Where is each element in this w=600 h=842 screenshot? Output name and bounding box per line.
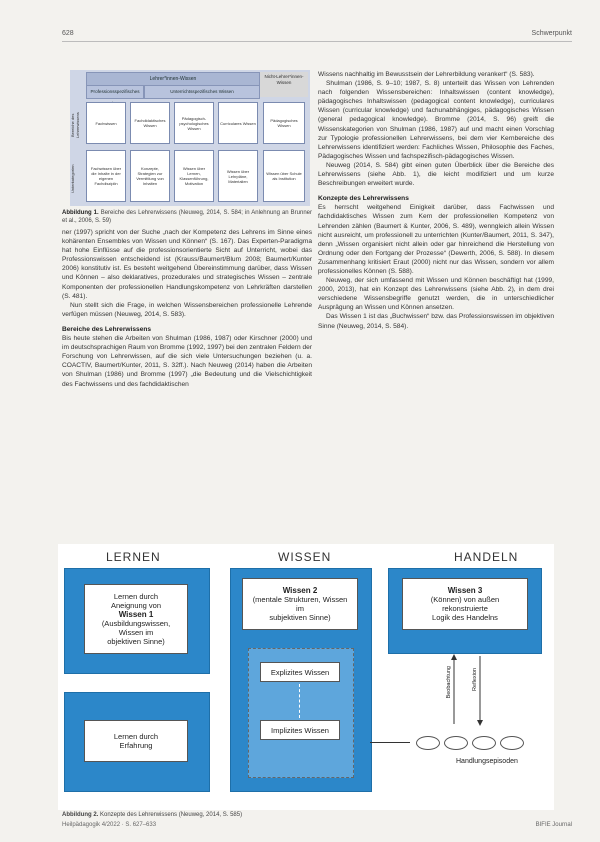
footer-right: BIFIE Journal [535,822,572,828]
box-text: Logik des Handelns [432,613,498,622]
figure-1-table [70,70,310,206]
box-text: (Ausbildungswissen, [101,619,171,628]
figure-1-cell: Fachdidaktisches Wissen [130,102,170,144]
episode-ellipse [444,736,468,750]
paragraph: Nun stellt sich die Frage, in welchen Wissensbereichen professionelle Lehrende verfügen müssen (Neuweg, 2014, S. 583). [62,301,312,318]
paragraph: Es herrscht weitgehend Einigkeit darüber, dass Fachwissen und fachdidaktisches Wissen zum Kern der professionellen Kompetenz von Lehrenden zählen (Baumert & Kunter, 2006, S. 489), wenngleich allein Wissen nicht ausreicht, um professionell zu unterrichten (Kunter/Baumert, 2011, S. 347), denn „Wissen organisiert nicht allein oder gar hinreichend die Herstellung von Ordnung oder den Fortgang der Prozesse“ (Dewerth, 2006, S. 588). In diesem Zusammenhang kritisiert Eraut (2000) nicht nur das Wissen, sondern vor allem professionelles Können (S. 588). [318,204,554,275]
paragraph: Neuweg (2014, S. 584) gibt einen guten Überblick über die Bereiche des Lehrerwissens (siehe Abb. 1), die leicht modifiziert und um kurze Beschreibungen erweitert wurde. [318,161,554,188]
box-title: Wissen 2 [282,586,318,595]
figure-1-cell: Pädagogisches Wissen [263,102,305,144]
box-text: objektiven Sinne) [107,637,165,646]
figure-1-cell: Pädagogisch-psychologisches Wissen [174,102,214,144]
column-title-handeln: HANDELN [454,550,519,564]
box-text: Wissen im [118,628,154,637]
header-rule [62,41,572,42]
figure-1-cell: Wissen über Lernen, Klassenführung, Motivation [174,150,214,202]
figure-1-cell: Wissen über Lehrpläne, Materialien [218,150,258,202]
figure-2-caption-label: Abbildung 2. [62,812,99,818]
erfahrung-box [84,720,188,762]
box-text: subjektiven Sinne) [269,613,331,622]
arrow-label-beobachtung: Beobachtung [446,666,452,699]
paragraph: Bis heute stehen die Arbeiten von Shulman (1986, 1987) oder Kirschner (2000) und im deutschsprachigen Raum von Bromme (1992, 1997) bei den zentralen Feldern der Forschung von Lehrerwissen, auf die sich viele Untersuchungen beziehen (u. a. COACTIV, Baumert/Kunter, 2011, S. 32ff.). Nach Neuweg (2014) haben die Arbeiten von Shulman (1986) und Bromme (1997) „die Bedeutung und die Vielschichtigkeit des Fachwissens und des fachdidaktischen [62,335,312,388]
figure-1-sub-right: Unterrichtsspezifisches Wissen [144,85,260,99]
box-title: Wissen 3 [447,586,483,595]
paragraph: Das Wissen 1 ist das „Buchwissen“ bzw. das Professionswissen im objektiven Sinne (Neuweg, 2014, S. 584). [318,313,554,330]
explicit-knowledge-box: Explizites Wissen [260,662,340,682]
figure-1-cell: Fachwissen über die Inhalte in der eigenen Fachdisziplin [86,150,126,202]
figure-1-cell: Konzepte, Strategien zur Vermittlung von Inhalten [130,150,170,202]
box-text: im [296,604,304,613]
footer-left: Heilpädagogik 4/2022 · S. 627–633 [62,822,157,828]
episodes-label: Handlungsepisoden [456,758,518,765]
episode-ellipse [472,736,496,750]
episode-ellipse [416,736,440,750]
figure-1-header-left: Lehrer*innen-Wissen [86,72,260,86]
implicit-knowledge-box: Implizites Wissen [260,720,340,740]
figure-2-caption [62,812,242,818]
figure-1-cell: Wissen über Schule als Institution [263,150,305,202]
left-column [62,209,312,389]
page-number: 628 [62,30,74,37]
box-text: Erfahrung [119,741,153,750]
figure-1-cell: Curriculares Wissen [218,102,258,144]
wissen-1-box [84,584,188,654]
column-title-wissen: WISSEN [278,550,332,564]
column-title-lernen: LERNEN [106,550,161,564]
box-text: Aneignung von [110,601,162,610]
wissen-2-box [242,578,358,630]
figure-2-diagram [58,544,554,810]
figure-1-caption-label: Abbildung 1. [62,210,99,216]
paragraph: Shulman (1986, S. 9–10; 1987, S. 8) unterteilt das Wissen von Lehrenden nach folgenden Wissensbereichen: Inhaltswissen (content knowledge), pädagogisches Inhaltswissen (pedagogical content knowledge), curriculares Wissen (curricular knowledge) und fachunabhängiges, pädagogisches Wissen (general pedagogical knowledge). Bromme (2014, S. 96) greift die Wissenskategorien von Shulman (1986, 1987) auf und macht einen Vorschlag zur Typologie professionellen Lehrerwissens, bei dem vier Kernbereiche des Lehrerwissens identifiziert werden: Fachliches Wissen, Philosophie des Faches, Pädagogisches Wissen und fachspezifisch-pädagogisches Wissen. [318,80,554,160]
figure-1-sub-left: Professionsspezifisches [86,85,144,99]
arrow-line [370,742,410,743]
figure-1-row-label-1: Bereiche des Lehrerwissens [70,112,80,138]
box-text: (Können) von außen [430,595,500,604]
box-text: rekonstruierte [442,604,488,613]
figure-1-caption-text: Bereiche des Lehrerwissens (Neuweg, 2014, S. 584; in Anlehnung an Brunner et al., 2006, S. 59) [62,210,313,224]
section-heading: Bereiche des Lehrerwissens [62,325,152,333]
wissen-3-box [402,578,528,630]
section-heading: Konzepte des Lehrerwissens [318,195,409,203]
episode-ellipse [500,736,524,750]
figure-1-caption [62,209,312,225]
arrow-label-reflexion: Reflexion [472,668,478,691]
figure-2-caption-text: Konzepte des Lehrerwissens (Neuweg, 2014, S. 585) [100,812,243,818]
figure-1-row-label-2: Unterkategorien [70,164,75,194]
box-text: Lernen durch [113,732,159,741]
right-column [318,70,554,331]
box-title: Wissen 1 [118,610,154,619]
journal-label: Schwerpunkt [531,30,572,37]
paragraph: Wissens nachhaltig im Bewusstsein der Lehrerbildung verankert“ (S. 583). [318,71,535,78]
paragraph: Neuweg, der sich umfassend mit Wissen und Können beschäftigt hat (1999, 2000, 2013), hat ein Konzept des Lehrerwissens (siehe Abb. 2), in dem drei verschiedene Wissensbegriffe genutzt werden, die in unterschiedlicher Ausprägung an Wissen und Können ansetzen. [318,277,554,312]
figure-1-header-right: Nicht-Lehrer*innen-Wissen [264,74,304,85]
box-text: (mentale Strukturen, Wissen [252,595,348,604]
figure-1-cell: Fachwissen [86,102,126,144]
connector-line [299,684,301,718]
paragraph: ner (1997) spricht von der Suche „nach der Kompetenz des Lehrens im Sinne eines kohärenten Ensembles von Wissen und Können“ (S. 167). Das Experten-Paradigma hat hohe Einflüsse auf die professionsorientierte Sicht auf Unterricht, wobei das Professionswissen entscheidend ist (Krauss/Baumert/Blum 2008; Baumert/Kunter 2006) konstitutiv ist. Es besteht weitgehend Übereinstimmung darüber, dass Wissen und Können – also deklaratives, prozedurales und strategisches Wissen – zentrale Komponenten der professionellen Handlungskompetenz von Lehrkräften darstellen (S. 481). [62,229,312,300]
box-text: Lernen durch [113,592,159,601]
